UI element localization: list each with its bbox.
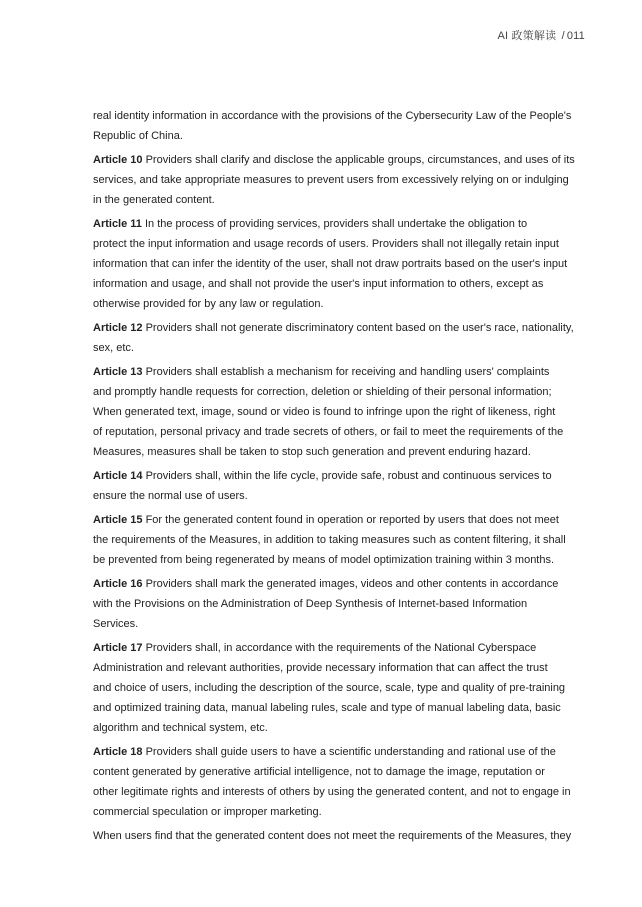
text-line: commercial speculation or improper marketing.	[93, 806, 322, 818]
text-line: Providers shall mark the generated images, videos and other contents in accordance	[142, 578, 559, 590]
header-title: AI 政策解读	[497, 30, 557, 42]
text-line: and promptly handle requests for correction, deletion or shielding of their personal information;	[93, 386, 552, 398]
text-line: ensure the normal use of users.	[93, 490, 248, 502]
page-header	[497, 27, 585, 43]
text-line: with the Provisions on the Administration of Deep Synthesis of Internet-based Information	[93, 598, 528, 610]
paragraph	[93, 466, 588, 506]
text-line: Providers shall guide users to have a scientific understanding and rational use of the	[142, 746, 556, 758]
paragraph	[93, 638, 588, 738]
text-line: Providers shall clarify and disclose the applicable groups, circumstances, and uses of its	[142, 154, 575, 166]
text-line: be prevented from being regenerated by means of model optimization training within 3 months.	[93, 554, 555, 566]
paragraph	[93, 106, 588, 146]
article-label: Article 16	[93, 578, 143, 590]
paragraph	[93, 742, 588, 822]
text-line: In the process of providing services, providers shall undertake the obligation to	[141, 218, 528, 230]
paragraph	[93, 150, 588, 210]
text-line: other legitimate rights and interests of others by using the generated content, and not to engage in	[93, 786, 571, 798]
text-line: Providers shall, in accordance with the requirements of the National Cyberspace	[142, 642, 537, 654]
text-line: otherwise provided for by any law or regulation.	[93, 298, 324, 310]
text-line: services, and take appropriate measures to prevent users from excessively relying on or indulging	[93, 174, 569, 186]
text-line: and choice of users, including the description of the source, scale, type and quality of pre-training	[93, 682, 566, 694]
article-label: Article 11	[93, 218, 142, 230]
text-line: protect the input information and usage records of users. Providers shall not illegally retain input	[93, 238, 559, 250]
text-line: Administration and relevant authorities, provide necessary information that can affect the trust	[93, 662, 548, 674]
article-label: Article 15	[93, 514, 143, 526]
text-line: When users find that the generated content does not meet the requirements of the Measures, they	[93, 830, 572, 842]
text-line: Republic of China.	[93, 130, 183, 142]
paragraph	[93, 318, 588, 358]
text-line: Providers shall, within the life cycle, provide safe, robust and continuous services to	[142, 470, 552, 482]
article-label: Article 17	[93, 642, 143, 654]
paragraph	[93, 362, 588, 462]
text-line: Measures, measures shall be taken to stop such generation and prevent enduring hazard.	[93, 446, 531, 458]
text-line: real identity information in accordance with the provisions of the Cybersecurity Law of the People's	[93, 110, 572, 122]
document-body	[93, 106, 588, 846]
article-label: Article 12	[93, 322, 143, 334]
text-line: sex, etc.	[93, 342, 134, 354]
paragraph	[93, 574, 588, 634]
text-line: Providers shall not generate discriminatory content based on the user's race, nationality,	[142, 322, 574, 334]
article-label: Article 14	[93, 470, 143, 482]
paragraph	[93, 826, 588, 846]
text-line: content generated by generative artificial intelligence, not to damage the image, reputation or	[93, 766, 545, 778]
article-label: Article 10	[93, 154, 143, 166]
text-line: information that can infer the identity of the user, shall not draw portraits based on the user's input	[93, 258, 568, 270]
text-line: the requirements of the Measures, in addition to taking measures such as content filtering, it shall	[93, 534, 566, 546]
text-line: and optimized training data, manual labeling rules, scale and type of manual labeling data, basic	[93, 702, 561, 714]
text-line: For the generated content found in operation or reported by users that does not meet	[142, 514, 559, 526]
header-separator: /	[561, 30, 565, 42]
text-line: When generated text, image, sound or video is found to infringe upon the right of likeness, right	[93, 406, 556, 418]
text-line: algorithm and technical system, etc.	[93, 722, 268, 734]
text-line: Services.	[93, 618, 139, 630]
text-line: in the generated content.	[93, 194, 215, 206]
text-line: information and usage, and shall not provide the user's input information to others, except as	[93, 278, 544, 290]
paragraph	[93, 510, 588, 570]
text-line: Providers shall establish a mechanism for receiving and handling users' complaints	[142, 366, 550, 378]
paragraph	[93, 214, 588, 314]
text-line: of reputation, personal privacy and trade secrets of others, or fail to meet the requirements of the	[93, 426, 564, 438]
page-number: 011	[566, 30, 585, 42]
article-label: Article 18	[93, 746, 143, 758]
article-label: Article 13	[93, 366, 143, 378]
